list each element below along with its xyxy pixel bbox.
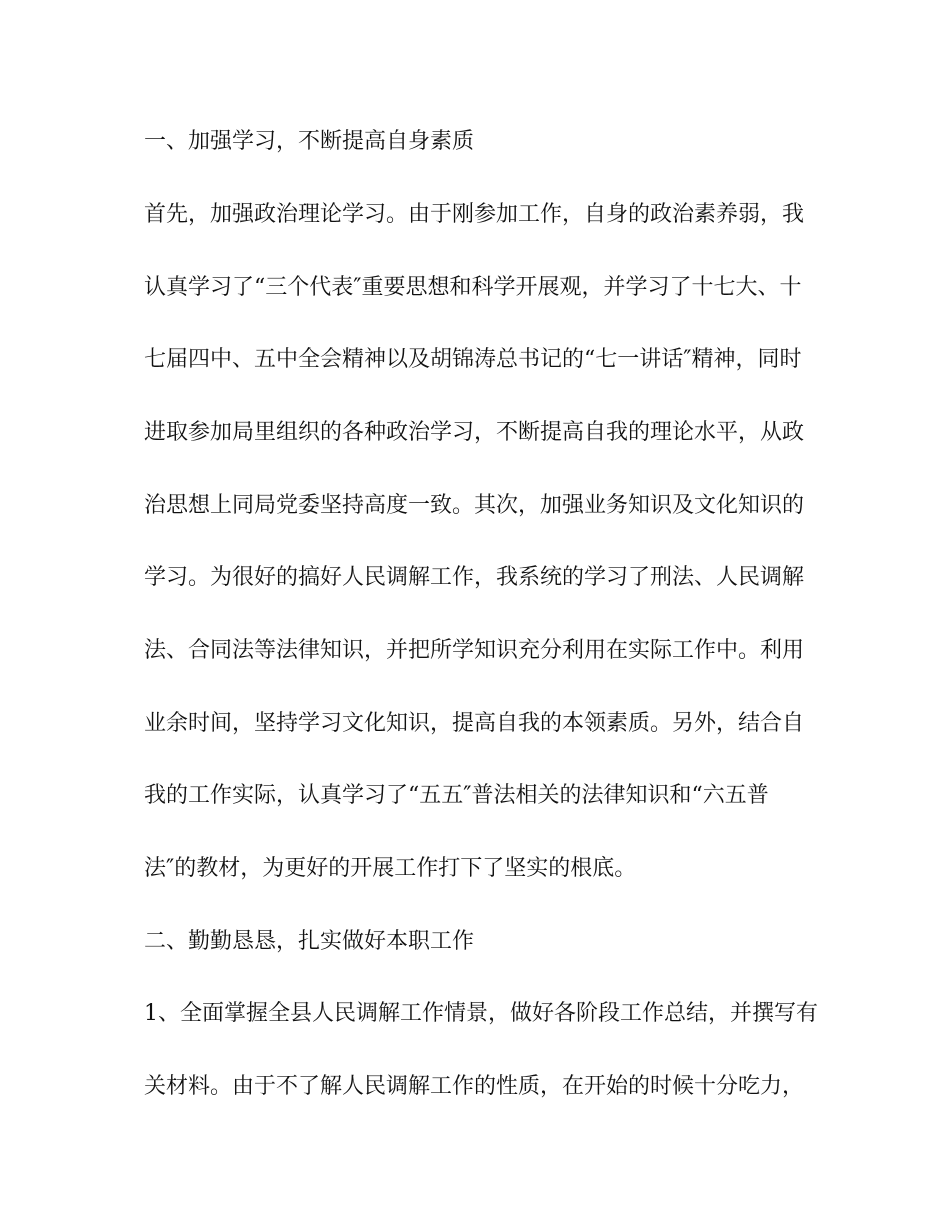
paragraph-line: 法、合同法等法律知识，并把所学知识充分利用在实际工作中。利用 [144, 638, 805, 663]
section-heading-1: 一、加强学习，不断提高自身素质 [144, 129, 475, 154]
paragraph-line: 七届四中、五中全会精神以及胡锦涛总书记的“七一讲话″精神，同时 [144, 347, 802, 372]
paragraph-line: 治思想上同局党委坚持高度一致。其次，加强业务知识及文化知识的 [144, 493, 805, 518]
paragraph-line: 1、全面掌握全县人民调解工作情景，做好各阶段工作总结，并撰写有 [144, 1001, 818, 1026]
paragraph-line: 法″的教材，为更好的开展工作打下了坚实的根底。 [144, 856, 637, 881]
paragraph-line: 首先，加强政治理论学习。由于刚参加工作，自身的政治素养弱，我 [144, 202, 805, 227]
paragraph-line: 关材料。由于不了解人民调解工作的性质，在开始的时候十分吃力， [144, 1074, 805, 1099]
paragraph-line: 进取参加局里组织的各种政治学习，不断提高自我的理论水平，从政 [144, 420, 805, 445]
paragraph-line: 认真学习了“三个代表″重要思想和科学开展观，并学习了十七大、十 [144, 275, 802, 300]
paragraph-line: 我的工作实际，认真学习了“五五″普法相关的法律知识和“六五普 [144, 783, 769, 808]
paragraph-line: 业余时间，坚持学习文化知识，提高自我的本领素质。另外，结合自 [144, 711, 805, 736]
section-heading-2: 二、勤勤恳恳，扎实做好本职工作 [144, 929, 475, 954]
paragraph-line: 学习。为很好的搞好人民调解工作，我系统的学习了刑法、人民调解 [144, 565, 805, 590]
